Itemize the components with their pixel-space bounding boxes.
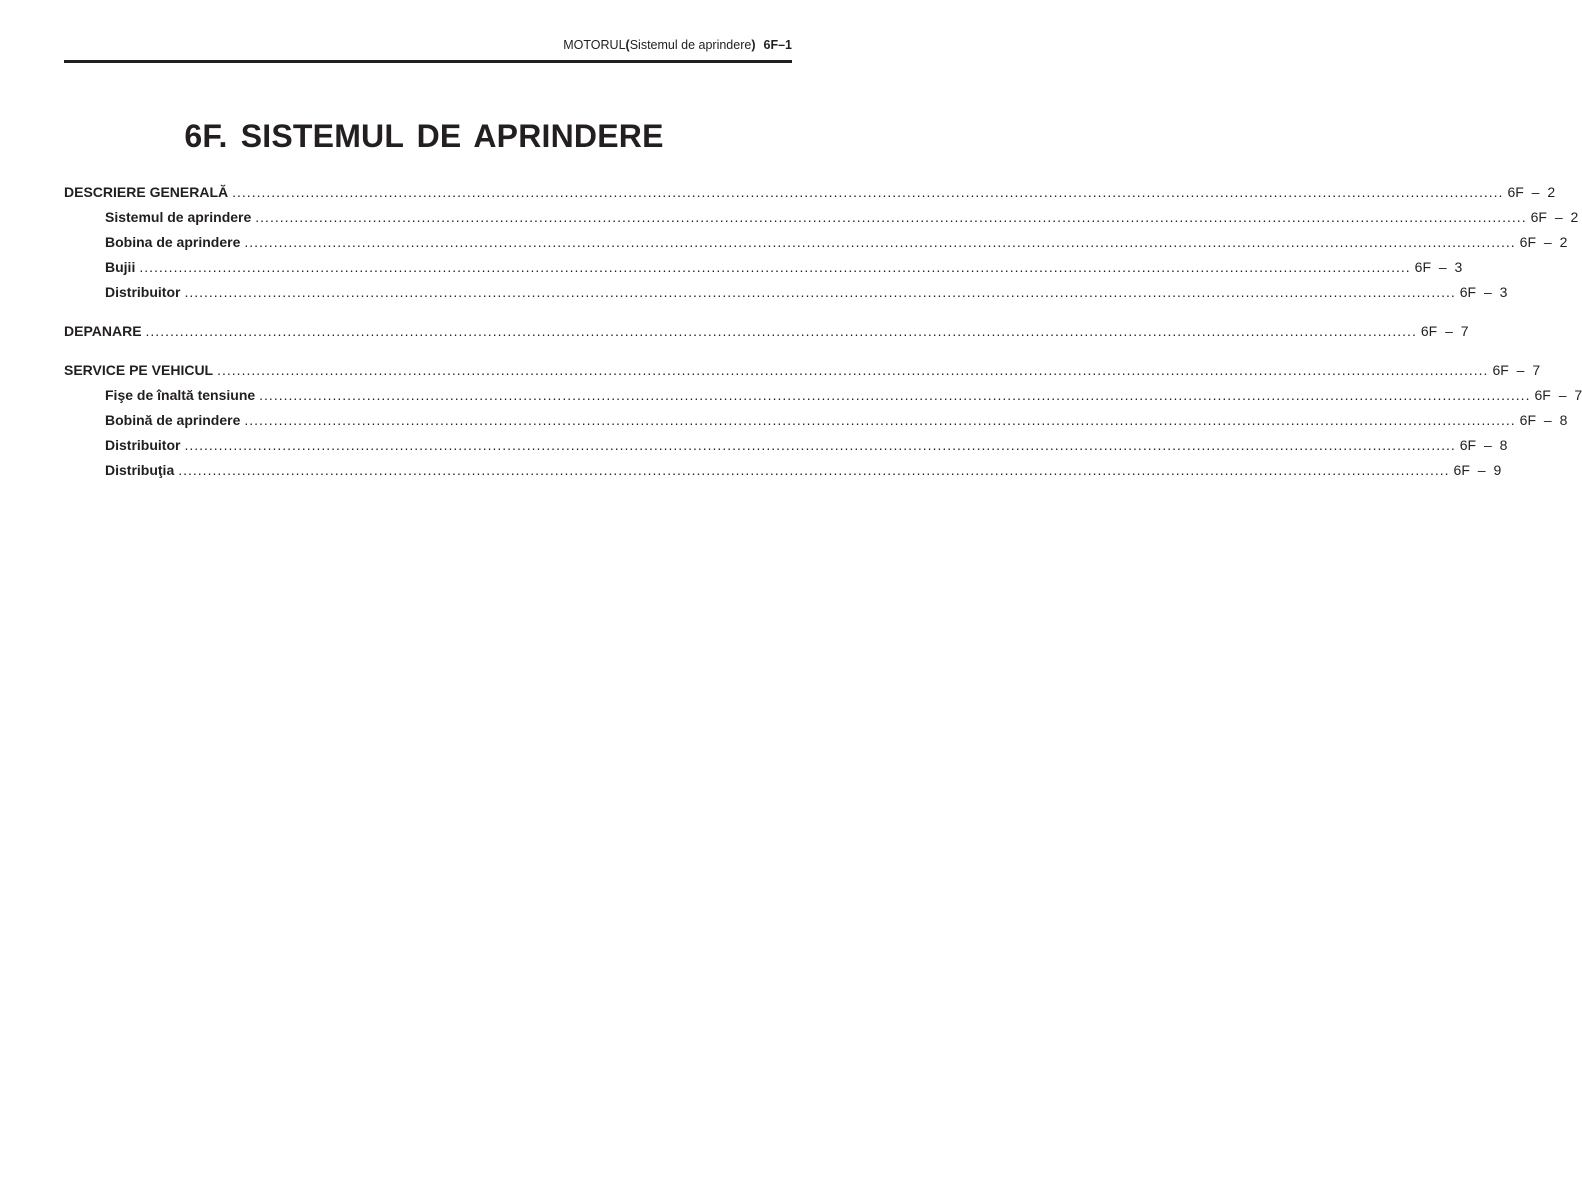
table-of-contents: [64, 180, 1582, 483]
toc-leader-dots: ....................................................................................................................................................................................................................................................................: [184, 284, 1456, 300]
toc-entry-distribuitor-2[interactable]: [64, 433, 1508, 458]
toc-entry-label: Bobina de aprindere: [105, 234, 241, 250]
toc-entry-label: Bujii: [105, 259, 136, 275]
header-close-paren: ): [751, 38, 756, 52]
toc-entry-bobina-de-aprindere[interactable]: [64, 230, 1568, 255]
toc-leader-dots: ....................................................................................................................................................................................................................................................................: [178, 462, 1450, 478]
toc-entry-page: 6F – 7: [1492, 362, 1541, 378]
toc-entry-page: 6F – 8: [1459, 437, 1508, 453]
toc-entry-page: 6F – 9: [1453, 462, 1502, 478]
toc-entry-distribuitor[interactable]: [64, 280, 1508, 305]
toc-leader-dots: ....................................................................................................................................................................................................................................................................: [232, 184, 1504, 200]
header-section-subtitle: Sistemul de aprindere: [629, 38, 752, 52]
toc-leader-dots: ....................................................................................................................................................................................................................................................................: [139, 259, 1411, 275]
toc-entry-page: 6F – 7: [1420, 323, 1469, 339]
toc-entry-page: 6F – 2: [1519, 234, 1568, 250]
toc-entry-bobina-de-aprindere-2[interactable]: [64, 408, 1568, 433]
toc-entry-label: SERVICE PE VEHICUL: [64, 362, 214, 378]
toc-entry-label: DEPANARE: [64, 323, 142, 339]
toc-leader-dots: ....................................................................................................................................................................................................................................................................: [184, 437, 1456, 453]
toc-entry-depanare[interactable]: [64, 319, 1469, 344]
toc-entry-bujii[interactable]: [64, 255, 1463, 280]
toc-entry-label: Distribuţia: [105, 462, 175, 478]
toc-entry-label: Sistemul de aprindere: [105, 209, 252, 225]
toc-entry-service-pe-vehicul[interactable]: [64, 358, 1541, 383]
toc-leader-dots: ....................................................................................................................................................................................................................................................................: [145, 323, 1417, 339]
toc-leader-dots: ....................................................................................................................................................................................................................................................................: [255, 209, 1527, 225]
toc-leader-dots: ....................................................................................................................................................................................................................................................................: [244, 412, 1516, 428]
toc-entry-page: 6F – 7: [1534, 387, 1582, 403]
toc-leader-dots: ....................................................................................................................................................................................................................................................................: [259, 387, 1531, 403]
toc-leader-dots: ....................................................................................................................................................................................................................................................................: [217, 362, 1489, 378]
toc-entry-descriere-generala[interactable]: [64, 180, 1556, 205]
header-open-paren: (: [625, 38, 630, 52]
toc-entry-label: Fişe de înaltă tensiune: [105, 387, 256, 403]
toc-entry-label: DESCRIERE GENERALĂ: [64, 184, 229, 200]
running-header: [563, 38, 792, 52]
toc-entry-page: 6F – 2: [1507, 184, 1556, 200]
toc-entry-distributia[interactable]: [64, 458, 1502, 483]
toc-leader-dots: ....................................................................................................................................................................................................................................................................: [244, 234, 1516, 250]
toc-entry-page: 6F – 2: [1530, 209, 1579, 225]
toc-entry-fise-de-inalta-tensiune[interactable]: [64, 383, 1582, 408]
toc-entry-label: Distribuitor: [105, 437, 181, 453]
page-title: 6F. SISTEMUL DE APRINDERE: [184, 118, 664, 154]
toc-entry-label: Distribuitor: [105, 284, 181, 300]
toc-entry-sistemul-de-aprindere[interactable]: [64, 205, 1579, 230]
toc-entry-page: 6F – 3: [1459, 284, 1508, 300]
header-section-name: MOTORUL: [563, 38, 626, 52]
header-page-number: 6F–1: [763, 38, 792, 52]
toc-entry-page: 6F – 8: [1519, 412, 1568, 428]
toc-entry-label: Bobină de aprindere: [105, 412, 241, 428]
toc-entry-page: 6F – 3: [1414, 259, 1463, 275]
header-rule: [64, 60, 792, 63]
